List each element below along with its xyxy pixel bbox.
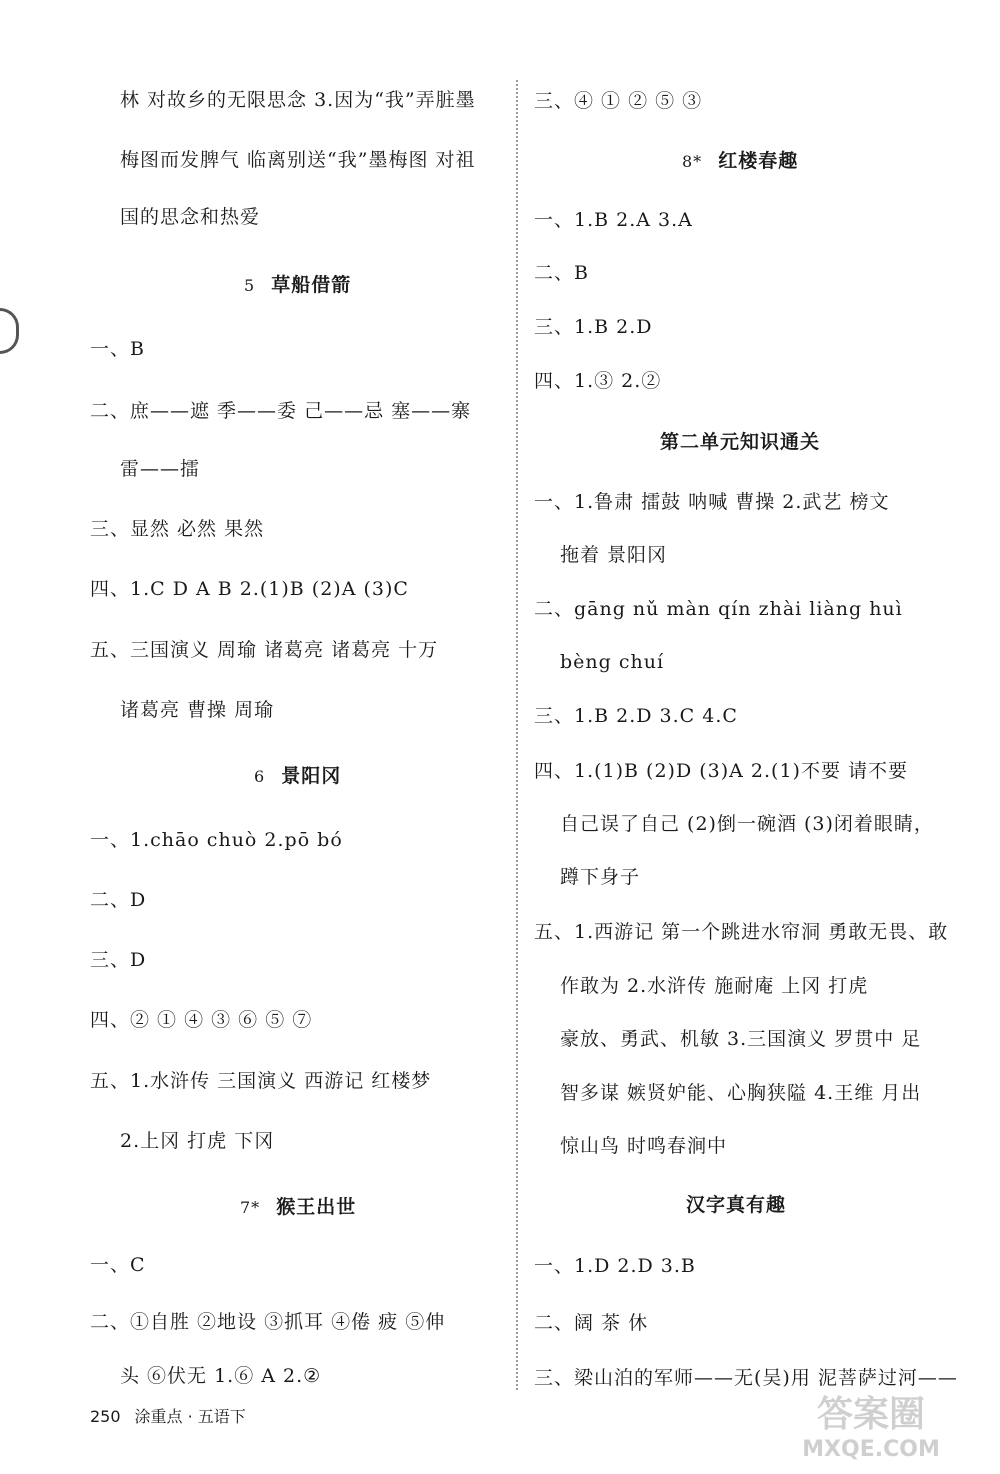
answer-line: 五、三国演义 周瑜 诸葛亮 诸葛亮 十万 [90, 639, 439, 661]
watermark-logo [766, 1384, 976, 1464]
answer-line: 作敢为 2.水浒传 施耐庵 上冈 打虎 [560, 975, 869, 997]
lesson-number: 6 [254, 767, 266, 786]
answer-line: 自己误了自己 (2)倒一碗酒 (3)闭着眼睛， [560, 813, 934, 835]
answer-line: 诸葛亮 曹操 周瑜 [120, 699, 275, 721]
answer-line: 二、gāng nǔ màn qín zhài liàng huì [534, 598, 903, 620]
lesson-title: 红楼春趣 [718, 150, 799, 172]
answer-line: 三、④ ① ② ⑤ ③ [534, 90, 703, 112]
lesson-title: 景阳冈 [281, 765, 342, 787]
book-title: 涂重点 · 五语下 [134, 1407, 246, 1426]
lesson-heading-8 [682, 149, 798, 174]
answer-line: 五、1.西游记 第一个跳进水帘洞 勇敢无畏、敢 [534, 921, 949, 943]
answer-line: 2.上冈 打虎 下冈 [120, 1130, 275, 1152]
answer-line: 二、B [534, 262, 589, 284]
lesson-number: 8* [682, 152, 703, 171]
answer-line: 头 ⑥伏无 1.⑥ A 2.② [120, 1365, 322, 1387]
answer-line: 国的思念和热爱 [120, 206, 261, 228]
answer-line: 豪放、勇武、机敏 3.三国演义 罗贯中 足 [560, 1028, 922, 1050]
answer-line: 一、1.鲁肃 擂鼓 呐喊 曹操 2.武艺 榜文 [534, 491, 890, 513]
answer-line: 四、1.C D A B 2.(1)B (2)A (3)C [90, 578, 409, 600]
lesson-heading-6 [254, 764, 341, 789]
answer-line: 一、1.B 2.A 3.A [534, 209, 693, 231]
page-number: 250 [90, 1407, 121, 1426]
unit-review-heading: 第二单元知识通关 [660, 431, 821, 453]
right-column [510, 0, 1000, 1474]
watermark-url: MXQE.COM [802, 1437, 940, 1462]
answer-line: 林 对故乡的无限思念 3.因为“我”弄脏墨 [120, 89, 476, 111]
section-heading-fun-characters: 汉字真有趣 [686, 1194, 787, 1216]
answer-line: 梅图而发脾气 临离别送“我”墨梅图 对祖 [120, 149, 476, 171]
answer-line: 四、② ① ④ ③ ⑥ ⑤ ⑦ [90, 1009, 313, 1031]
answer-line: 一、1.chāo chuò 2.pō bó [90, 829, 343, 851]
answer-line: 拖着 景阳冈 [560, 544, 668, 566]
lesson-heading-7 [240, 1195, 356, 1220]
answer-line: 惊山鸟 时鸣春涧中 [560, 1135, 728, 1157]
answer-line: 一、B [90, 338, 145, 360]
answer-line: 三、D [90, 949, 147, 971]
answer-line: 三、显然 必然 果然 [90, 518, 265, 540]
answer-line: 二、①自胜 ②地设 ③抓耳 ④倦 疲 ⑤伸 [90, 1311, 446, 1333]
lesson-heading-5 [244, 273, 351, 298]
answer-line: 三、1.B 2.D 3.C 4.C [534, 705, 738, 727]
answer-line: 三、梁山泊的军师——无(吴)用 泥菩萨过河—— [534, 1367, 958, 1389]
answer-line: 四、1.(1)B (2)D (3)A 2.(1)不要 请不要 [534, 760, 908, 782]
lesson-title: 草船借箭 [271, 274, 352, 296]
answer-line: 雷——擂 [120, 458, 201, 480]
page-footer [90, 1404, 246, 1427]
answer-line: 三、1.B 2.D [534, 316, 653, 338]
answer-line: 二、庶——遮 季——委 己——忌 塞——寨 [90, 400, 472, 422]
lesson-title: 猴王出世 [276, 1196, 357, 1218]
watermark-text: 答案圈 [816, 1394, 926, 1435]
lesson-number: 5 [244, 276, 256, 295]
answer-line: 一、C [90, 1254, 146, 1276]
answer-line: 蹲下身子 [560, 866, 641, 888]
answer-line: 二、阔 茶 休 [534, 1312, 649, 1334]
answer-line: 五、1.水浒传 三国演义 西游记 红楼梦 [90, 1070, 432, 1092]
answer-line: bèng chuí [560, 651, 665, 673]
answer-line: 二、D [90, 889, 147, 911]
answer-line: 四、1.③ 2.② [534, 370, 662, 392]
answer-line: 一、1.D 2.D 3.B [534, 1255, 696, 1277]
answer-line: 智多谋 嫉贤妒能、心胸狭隘 4.王维 月出 [560, 1082, 922, 1104]
lesson-number: 7* [240, 1198, 261, 1217]
